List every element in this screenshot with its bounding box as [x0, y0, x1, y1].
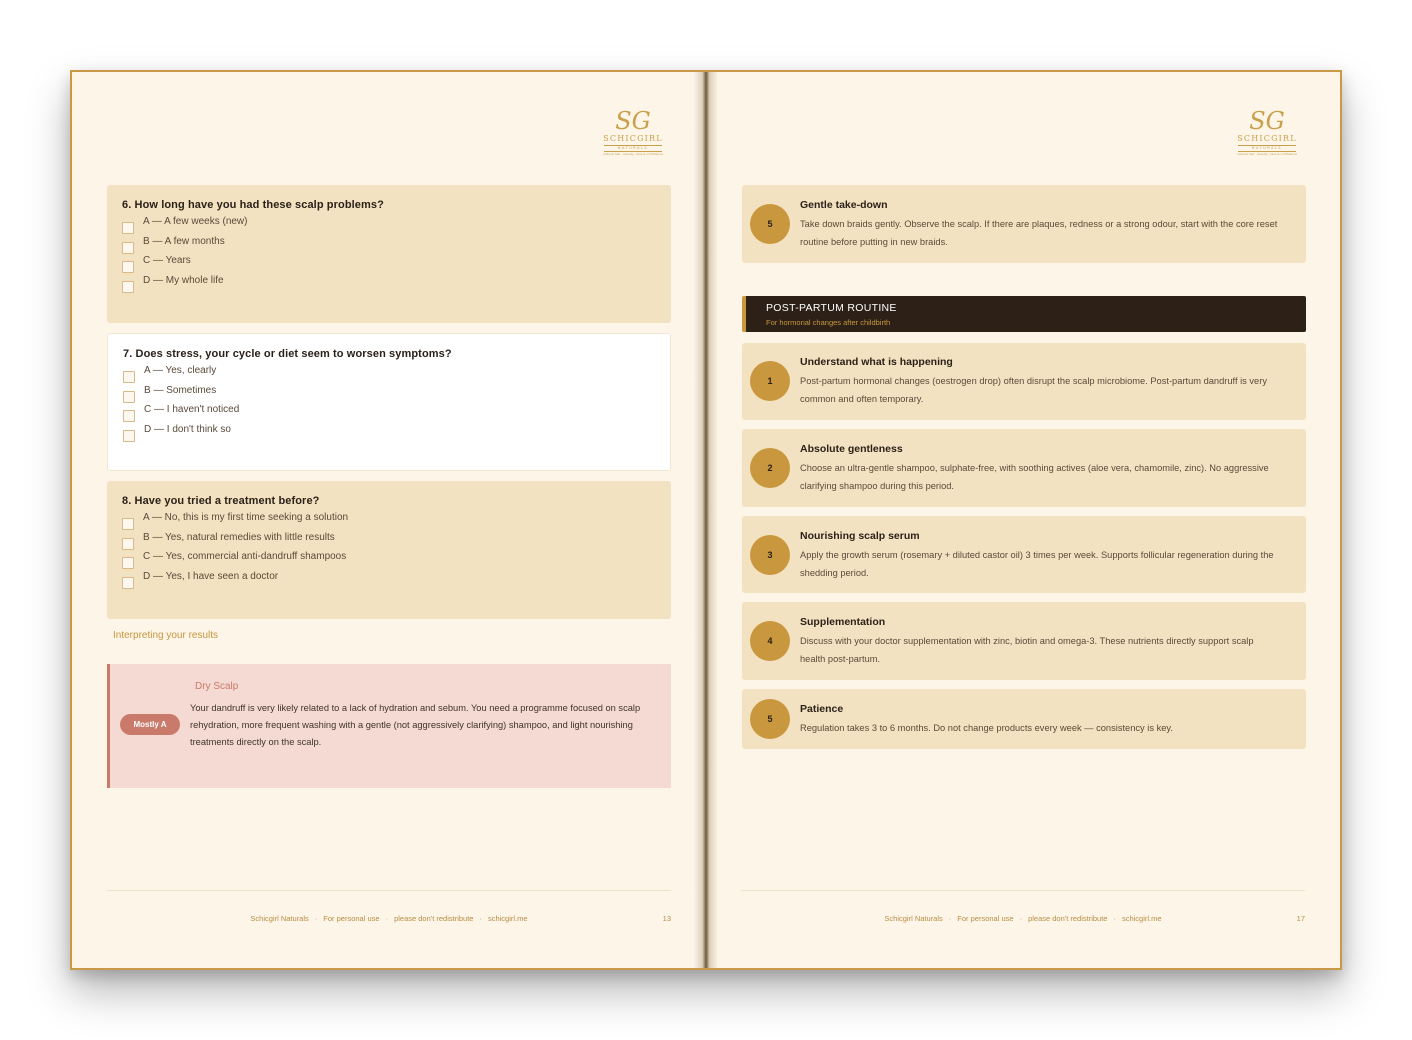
answer-option[interactable] [123, 385, 670, 405]
step-title: Supplementation [800, 616, 886, 628]
question-title: 8. Have you tried a treatment before? [122, 495, 320, 507]
section-header-post-partum [742, 296, 1306, 332]
step-card-1 [742, 343, 1306, 420]
logo-subname: NATURALS [1238, 145, 1296, 152]
step-card-4 [742, 602, 1306, 680]
checkbox[interactable] [122, 538, 134, 550]
answer-label: A — A few weeks (new) [143, 216, 248, 227]
footer-use: For personal use [957, 914, 1014, 923]
step-title: Patience [800, 703, 844, 715]
question-card-6 [107, 185, 671, 323]
step-description: Discuss with your doctor supplementation with zinc, biotin and omega-3. These nutrients directly support scalp health post-partum. [800, 636, 1254, 664]
answer-label: B — A few months [143, 235, 225, 247]
answer-option[interactable] [123, 424, 670, 444]
step-number-badge: 5 [750, 699, 790, 739]
result-title: Dry Scalp [195, 681, 239, 692]
question-title: 6. How long have you had these scalp problems? [122, 199, 384, 211]
logo-monogram: SG [615, 107, 651, 135]
step-number-badge: 1 [750, 361, 790, 401]
section-title: POST-PARTUM ROUTINE [766, 302, 897, 314]
answer-label: C — Years [143, 255, 191, 267]
checkbox[interactable] [122, 518, 134, 530]
step-card-gentle-take-down [742, 185, 1306, 263]
mostly-a-badge: Mostly A [120, 714, 180, 735]
brand-logo [598, 108, 668, 157]
answer-option[interactable] [122, 236, 671, 256]
logo-tagline: natural hair · beauty, care & confidence [1237, 152, 1297, 156]
answer-option[interactable] [122, 532, 671, 552]
logo-tagline: natural hair · beauty, care & confidence [603, 152, 663, 156]
logo-brand-name: SCHICGIRL [603, 134, 663, 143]
footer-brand: Schicgirl Naturals [884, 914, 943, 923]
section-subtitle: For hormonal changes after childbirth [766, 318, 891, 327]
book-spine [694, 72, 718, 968]
interpreting-results-heading: Interpreting your results [113, 630, 219, 641]
footer-site-link[interactable]: schicgirl.me [487, 914, 528, 923]
left-page [72, 72, 706, 968]
page-number: 13 [662, 914, 671, 923]
logo-subname: NATURALS [604, 145, 662, 152]
footer-separator: · [479, 914, 482, 923]
answer-option[interactable] [122, 571, 671, 591]
logo-brand-name: SCHICGIRL [1237, 134, 1297, 143]
footer-separator: · [314, 914, 318, 923]
answer-label: D — I don't think so [144, 424, 231, 436]
step-description: Take down braids gently. Observe the scalp. If there are plaques, redness or a strong odour, start with the core reset routine before putting in new braids. [800, 219, 1278, 247]
checkbox[interactable] [122, 242, 134, 254]
answer-label: A — No, this is my first time seeking a solution [143, 512, 349, 523]
answer-option[interactable] [122, 255, 671, 275]
step-description: Choose an ultra-gentle shampoo, sulphate-free, with soothing actives (aloe vera, chamomile, zinc). No aggressive clarifying shampoo during this period. [800, 463, 1269, 491]
brand-logo [1232, 108, 1302, 157]
answer-option[interactable] [122, 512, 671, 532]
question-title: 7. Does stress, your cycle or diet seem to worsen symptoms? [123, 348, 452, 360]
checkbox[interactable] [123, 410, 135, 422]
step-card-3 [742, 516, 1306, 593]
step-description: Post-partum hormonal changes (oestrogen drop) often disrupt the scalp microbiome. Post-partum dandruff is very common and often temporary. [800, 376, 1267, 404]
checkbox[interactable] [123, 430, 135, 442]
footer-separator: · [948, 914, 952, 923]
footer-note: please don't redistribute [394, 914, 474, 923]
step-title: Nourishing scalp serum [800, 530, 920, 542]
step-number-badge: 3 [750, 535, 790, 575]
answer-label: D — My whole life [143, 275, 224, 287]
checkbox[interactable] [122, 222, 134, 234]
question-card-7 [107, 333, 671, 471]
step-title: Gentle take-down [800, 199, 888, 211]
answer-label: A — Yes, clearly [144, 365, 217, 376]
footer-brand: Schicgirl Naturals [250, 914, 309, 923]
checkbox[interactable] [122, 577, 134, 589]
checkbox[interactable] [123, 391, 135, 403]
step-number-badge: 4 [750, 621, 790, 661]
checkbox[interactable] [122, 261, 134, 273]
footer-use: For personal use [323, 914, 380, 923]
result-description: Your dandruff is very likely related to a lack of hydration and sebum. You need a programme focused on scalp rehydration, more frequent washing with a gentle (not aggressively clarifying) shampoo, and light nourishing treatments directly on the scalp. [190, 703, 641, 747]
answer-option[interactable] [122, 216, 671, 236]
step-number-badge: 2 [750, 448, 790, 488]
answer-option[interactable] [123, 404, 670, 424]
question-card-8 [107, 481, 671, 619]
logo-monogram: SG [1249, 107, 1285, 135]
answer-option[interactable] [123, 365, 670, 385]
answer-label: D — Yes, I have seen a doctor [143, 571, 279, 583]
answer-label: C — I haven't noticed [144, 404, 240, 416]
step-title: Understand what is happening [800, 356, 953, 368]
footer-separator: · [1019, 914, 1023, 923]
step-number-badge: 5 [750, 204, 790, 244]
step-card-5 [742, 689, 1306, 749]
right-page [706, 72, 1340, 968]
answer-option[interactable] [122, 275, 671, 295]
checkbox[interactable] [122, 281, 134, 293]
open-book [70, 70, 1342, 970]
footer-divider [107, 890, 671, 891]
footer-site-link[interactable]: schicgirl.me [1121, 914, 1162, 923]
footer-separator: · [1113, 914, 1116, 923]
page-number: 17 [1296, 914, 1305, 923]
footer-separator: · [385, 914, 389, 923]
step-title: Absolute gentleness [800, 443, 903, 455]
footer-divider [741, 890, 1305, 891]
answer-option[interactable] [122, 551, 671, 571]
answer-label: B — Sometimes [144, 384, 217, 396]
footer-note: please don't redistribute [1028, 914, 1108, 923]
step-description: Apply the growth serum (rosemary + diluted castor oil) 3 times per week. Supports follicular regeneration during the shedding period. [800, 550, 1274, 578]
result-card-dry-scalp [107, 664, 671, 788]
answer-label: C — Yes, commercial anti-dandruff shampoos [143, 551, 347, 563]
checkbox[interactable] [122, 557, 134, 569]
step-description: Regulation takes 3 to 6 months. Do not change products every week — consistency is key. [800, 723, 1173, 733]
checkbox[interactable] [123, 371, 135, 383]
answer-label: B — Yes, natural remedies with little results [143, 531, 335, 543]
step-card-2 [742, 429, 1306, 507]
